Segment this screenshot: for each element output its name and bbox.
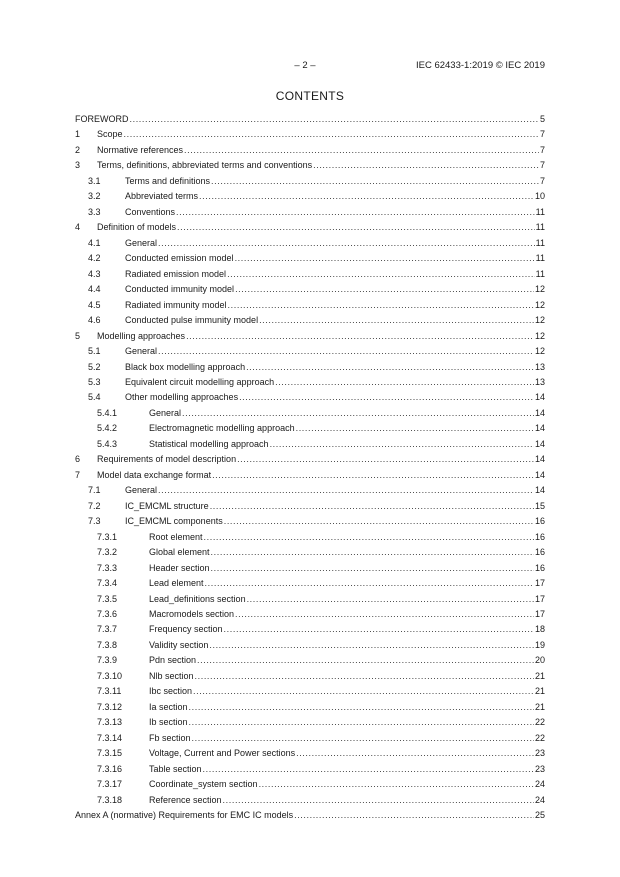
toc-entry-title: General [149, 406, 182, 421]
toc-entry-title: General [125, 344, 158, 359]
dot-leader [204, 530, 534, 545]
dot-leader [247, 592, 534, 607]
toc-entry-title: Conducted pulse immunity model [125, 313, 259, 328]
toc-entry[interactable] [75, 189, 545, 204]
dot-leader [158, 483, 534, 498]
toc-entry-number: 7.3.15 [97, 748, 123, 759]
toc-entry-title: Pdn section [149, 653, 197, 668]
toc-entry-page: 11 [535, 206, 545, 217]
toc-entry-title: Macromodels section [149, 607, 235, 622]
toc-entry-number: 7.3.4 [97, 578, 118, 589]
toc-entry-number: 7.3.12 [97, 701, 123, 712]
toc-entry-title: Definition of models [97, 220, 177, 235]
toc-entry[interactable] [75, 530, 545, 545]
toc-entry-title: Annex A (normative) Requirements for EMC IC models [75, 808, 294, 823]
toc-entry-number: 7.3.13 [97, 717, 123, 728]
toc-entry[interactable] [75, 653, 545, 668]
dot-leader [186, 329, 534, 344]
dot-leader [228, 298, 534, 313]
dot-leader [259, 777, 534, 792]
toc-entry-title: Scope [97, 127, 124, 142]
toc-entry-title: Fb section [149, 731, 192, 746]
toc-entry-page: 5 [539, 114, 545, 124]
toc-entry-title: Equivalent circuit modelling approach [125, 375, 275, 390]
toc-entry-title: Black box modelling approach [125, 360, 246, 375]
toc-entry[interactable] [75, 777, 545, 792]
toc-entry-title: Ib section [149, 715, 189, 730]
toc-entry[interactable] [75, 174, 545, 189]
toc-entry-page: 14 [534, 423, 545, 434]
toc-entry[interactable] [75, 267, 545, 282]
toc-entry[interactable] [75, 483, 545, 498]
toc-entry[interactable] [75, 112, 545, 127]
toc-entry-title: IC_EMCML components [125, 514, 224, 529]
toc-entry[interactable] [75, 622, 545, 637]
toc-entry-page: 13 [534, 361, 545, 372]
dot-leader [227, 267, 535, 282]
toc-entry-page: 17 [534, 578, 545, 589]
toc-entry-title: Normative references [97, 143, 184, 158]
dot-leader [124, 127, 539, 142]
toc-entry-number: 4.5 [88, 299, 101, 310]
toc-entry[interactable] [75, 437, 545, 452]
dot-leader [235, 607, 534, 622]
toc-entry-page: 12 [534, 346, 545, 357]
toc-entry-number: 7.1 [88, 485, 101, 496]
toc-entry-number: 3.3 [88, 206, 101, 217]
toc-entry-number: 7.3.7 [97, 624, 118, 635]
dot-leader [235, 282, 534, 297]
toc-entry-page: 13 [534, 376, 545, 387]
toc-entry-title: Ibc section [149, 684, 193, 699]
dot-leader [246, 360, 534, 375]
toc-entry-title: Other modelling approaches [125, 390, 239, 405]
toc-entry-number: 5.4.3 [97, 438, 118, 449]
toc-entry[interactable] [75, 220, 545, 235]
dot-leader [211, 545, 534, 560]
toc-entry-number: 4.1 [88, 237, 101, 248]
toc-entry-page: 14 [534, 454, 545, 465]
toc-entry[interactable] [75, 545, 545, 560]
toc-entry-number: 7.3.2 [97, 547, 118, 558]
toc-entry-title: General [125, 236, 158, 251]
toc-entry[interactable] [75, 669, 545, 684]
dot-leader [203, 762, 534, 777]
toc-entry[interactable] [75, 375, 545, 390]
toc-entry-page: 23 [534, 748, 545, 759]
toc-entry-number: 4 [75, 222, 81, 233]
toc-entry-number: 6 [75, 454, 81, 465]
dot-leader [235, 251, 535, 266]
dot-leader [270, 437, 534, 452]
toc-entry-page: 18 [534, 624, 545, 635]
toc-entry-title: Validity section [149, 638, 209, 653]
toc-entry[interactable] [75, 390, 545, 405]
dot-leader [223, 793, 534, 808]
dot-leader [158, 236, 535, 251]
toc-entry-page: 22 [534, 717, 545, 728]
dot-leader [296, 746, 534, 761]
toc-entry-page: 24 [534, 794, 545, 805]
toc-entry-number: 7.3.18 [97, 794, 123, 805]
toc-entry-page: 21 [534, 686, 545, 697]
dot-leader [193, 684, 534, 699]
toc-entry-page: 22 [534, 732, 545, 743]
toc-entry-title: Terms and definitions [125, 174, 211, 189]
toc-entry-number: 2 [75, 144, 81, 155]
toc-entry[interactable] [75, 808, 545, 823]
toc-entry-page: 7 [539, 129, 545, 140]
toc-entry-number: 4.6 [88, 315, 101, 326]
toc-entry[interactable] [75, 468, 545, 483]
toc-entry-title: Abbreviated terms [125, 189, 199, 204]
toc-entry[interactable] [75, 205, 545, 220]
toc-entry-title: Radiated emission model [125, 267, 227, 282]
toc-entry[interactable] [75, 143, 545, 158]
toc-entry-number: 5 [75, 330, 81, 341]
toc-entry-number: 3.1 [88, 175, 101, 186]
dot-leader [313, 158, 539, 173]
toc-entry-page: 21 [534, 701, 545, 712]
toc-entry[interactable] [75, 421, 545, 436]
toc-entry-page: 12 [534, 315, 545, 326]
toc-entry[interactable] [75, 406, 545, 421]
toc-entry-title: Ia section [149, 700, 189, 715]
dot-leader [224, 622, 534, 637]
toc-entry-number: 5.3 [88, 376, 101, 387]
dot-leader [205, 576, 534, 591]
toc-entry-page: 14 [534, 438, 545, 449]
toc-entry-title: Conducted emission model [125, 251, 235, 266]
toc-entry-page: 15 [534, 500, 545, 511]
toc-entry[interactable] [75, 499, 545, 514]
toc-entry-number: 7.3.11 [97, 686, 122, 697]
toc-entry[interactable] [75, 298, 545, 313]
toc-entry-number: 5.4.2 [97, 423, 118, 434]
toc-entry-title: Header section [149, 561, 211, 576]
toc-entry-title: Lead element [149, 576, 205, 591]
toc-entry-page: 16 [534, 547, 545, 558]
toc-entry-number: 5.1 [88, 346, 101, 357]
toc-entry-page: 12 [534, 299, 545, 310]
toc-entry-title: Lead_definitions section [149, 592, 247, 607]
toc-entry-page: 12 [534, 284, 545, 295]
toc-entry-page: 11 [535, 268, 545, 279]
dot-leader [275, 375, 534, 390]
dot-leader [224, 514, 534, 529]
toc-entry-title: General [125, 483, 158, 498]
toc-entry[interactable] [75, 762, 545, 777]
toc-entry-title: Radiated immunity model [125, 298, 228, 313]
dot-leader [189, 700, 534, 715]
toc-entry-page: 17 [534, 593, 545, 604]
toc-entry-title: Electromagnetic modelling approach [149, 421, 296, 436]
dot-leader [195, 669, 534, 684]
toc-entry-page: 24 [534, 779, 545, 790]
toc-entry-number: 7.3.17 [97, 779, 123, 790]
toc-entry[interactable] [75, 360, 545, 375]
toc-entry-page: 10 [534, 191, 545, 202]
toc-entry-page: 21 [534, 670, 545, 681]
toc-entry-page: 12 [534, 330, 545, 341]
toc-entry[interactable] [75, 684, 545, 699]
dot-leader [211, 174, 539, 189]
toc-entry-page: 14 [534, 407, 545, 418]
toc-entry-number: 7.3.5 [97, 593, 118, 604]
toc-entry[interactable] [75, 251, 545, 266]
toc-entry-number: 7.3.16 [97, 763, 123, 774]
toc-entry[interactable] [75, 561, 545, 576]
toc-entry-page: 16 [534, 562, 545, 573]
dot-leader [237, 452, 534, 467]
toc-entry[interactable] [75, 700, 545, 715]
toc-entry-title: Conducted immunity model [125, 282, 235, 297]
toc-entry[interactable] [75, 576, 545, 591]
toc-entry-number: 7.3 [88, 516, 101, 527]
toc-entry-title: Voltage, Current and Power sections [149, 746, 296, 761]
toc-entry-title: Modelling approaches [97, 329, 186, 344]
toc-entry-page: 14 [534, 469, 545, 480]
toc-entry-title: Reference section [149, 793, 223, 808]
toc-entry[interactable] [75, 282, 545, 297]
toc-entry-number: 7.3.6 [97, 609, 118, 619]
toc-entry-page: 16 [534, 531, 545, 542]
dot-leader [212, 468, 534, 483]
dot-leader [197, 653, 534, 668]
toc-entry-number: 7.3.8 [97, 639, 118, 650]
toc-entry-page: 25 [534, 810, 545, 821]
toc-entry-number: 1 [75, 129, 81, 140]
toc-entry-page: 19 [534, 639, 545, 650]
dot-leader [177, 220, 535, 235]
toc-entry[interactable] [75, 452, 545, 467]
toc-entry-title: Terms, definitions, abbreviated terms and conventions [97, 158, 313, 173]
toc-entry-title: IC_EMCML structure [125, 499, 210, 514]
toc-entry-page: 16 [534, 516, 545, 527]
toc-entry-number: 7.3.9 [97, 655, 118, 666]
toc-entry-number: 7.3.1 [97, 531, 118, 542]
toc-entry[interactable] [75, 607, 545, 622]
toc-entry-title: Statistical modelling approach [149, 437, 270, 452]
toc-entry-title: Conventions [125, 205, 176, 220]
dot-leader [182, 406, 534, 421]
toc-entry-title: Frequency section [149, 622, 224, 637]
toc-entry-page: 7 [539, 175, 545, 186]
toc-entry[interactable] [75, 731, 545, 746]
toc-entry-number: 7.3.3 [97, 562, 118, 573]
page-number: – 2 – [294, 60, 316, 71]
toc-entry-number: 4.2 [88, 253, 101, 264]
dot-leader [199, 189, 534, 204]
toc-entry-page: 11 [535, 253, 545, 264]
dot-leader [239, 390, 534, 405]
page-title: CONTENTS [275, 89, 345, 103]
toc-entry-number: 4.4 [88, 284, 101, 295]
toc-entry[interactable] [75, 746, 545, 761]
toc-entry-page: 23 [534, 763, 545, 774]
toc-entry-page: 17 [534, 609, 545, 619]
dot-leader [176, 205, 535, 220]
toc-entry-page: 14 [534, 485, 545, 496]
dot-leader [294, 808, 534, 823]
dot-leader [210, 499, 534, 514]
toc-entry-title: Table section [149, 762, 203, 777]
toc-entry-number: 7.3.14 [97, 732, 123, 743]
dot-leader [296, 421, 534, 436]
dot-leader [211, 561, 534, 576]
dot-leader [209, 638, 534, 653]
toc-entry-page: 7 [539, 144, 545, 155]
dot-leader [192, 731, 534, 746]
toc-entry-page: 11 [535, 222, 545, 233]
toc-entry-number: 5.4.1 [97, 407, 118, 418]
toc-entry[interactable] [75, 158, 545, 173]
toc-entry-title: FOREWORD [75, 112, 130, 127]
toc-entry[interactable] [75, 236, 545, 251]
toc-entry-title: Global element [149, 545, 211, 560]
toc-entry-number: 5.4 [88, 392, 101, 403]
toc-entry-number: 7.2 [88, 500, 101, 511]
toc-entry-title: Nlb section [149, 669, 195, 684]
toc-entry[interactable] [75, 344, 545, 359]
toc-entry-title: Root element [149, 530, 204, 545]
toc-entry-page: 11 [535, 237, 545, 248]
toc-entry[interactable] [75, 313, 545, 328]
dot-leader [184, 143, 539, 158]
toc-entry-page: 20 [534, 655, 545, 666]
toc-entry[interactable] [75, 715, 545, 730]
toc-entry-number: 4.3 [88, 268, 101, 279]
document-reference: IEC 62433-1:2019 © IEC 2019 [415, 60, 545, 71]
toc-entry[interactable] [75, 638, 545, 653]
toc-entry[interactable] [75, 514, 545, 529]
toc-entry-page: 14 [534, 392, 545, 403]
toc-entry[interactable] [75, 127, 545, 142]
dot-leader [259, 313, 534, 328]
table-of-contents [75, 112, 545, 824]
toc-entry[interactable] [75, 592, 545, 607]
toc-entry-number: 7.3.10 [97, 670, 123, 681]
dot-leader [158, 344, 534, 359]
toc-entry-number: 3.2 [88, 191, 101, 202]
toc-entry-page: 7 [539, 160, 545, 171]
toc-entry[interactable] [75, 329, 545, 344]
toc-entry[interactable] [75, 793, 545, 808]
toc-entry-title: Requirements of model description [97, 452, 237, 467]
dot-leader [189, 715, 534, 730]
toc-entry-number: 3 [75, 160, 81, 171]
toc-entry-number: 7 [75, 469, 81, 480]
toc-entry-number: 5.2 [88, 361, 101, 372]
toc-entry-title: Model data exchange format [97, 468, 212, 483]
dot-leader [130, 112, 539, 127]
toc-entry-title: Coordinate_system section [149, 777, 259, 792]
